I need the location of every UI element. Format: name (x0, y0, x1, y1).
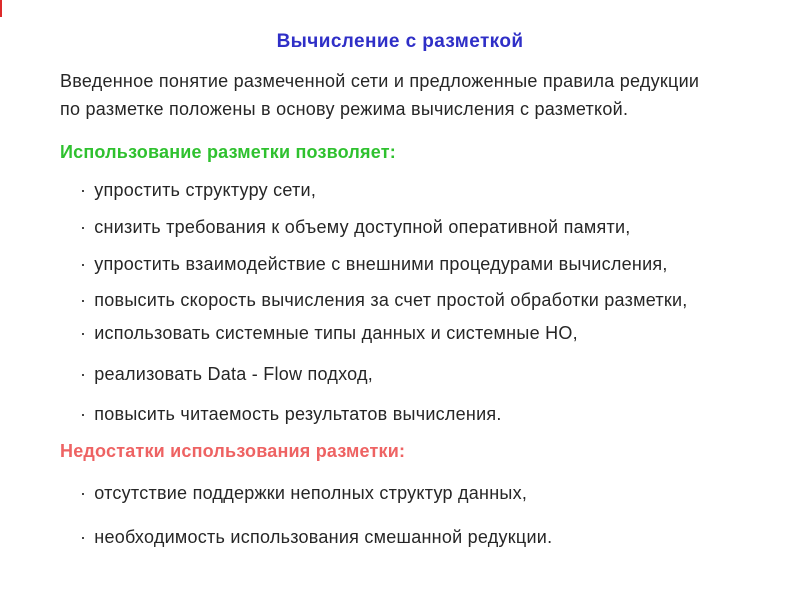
bullet-item (80, 364, 373, 385)
section-heading-drawbacks: Недостатки использования разметки: (60, 441, 406, 461)
section-heading-advantages: Использование разметки позволяет: (60, 142, 396, 162)
bullet-text: повысить читаемость результатов вычисления. (94, 404, 502, 424)
intro-paragraph (60, 68, 699, 123)
bullet-item (80, 180, 316, 201)
bullet-dot-icon: · (80, 180, 87, 200)
bullet-dot-icon: · (80, 527, 87, 547)
bullet-dot-icon: · (80, 290, 87, 310)
bullet-dot-icon: · (80, 483, 87, 503)
bullet-text: упростить структуру сети, (94, 180, 317, 200)
bullet-text: необходимость использования смешанной редукции. (94, 527, 553, 547)
bullet-text: реализовать Data - Flow подход, (94, 364, 374, 384)
bullet-text: снизить требования к объему доступной оперативной памяти, (94, 217, 631, 237)
intro-line: Введенное понятие размеченной сети и предложенные правила редукции (60, 71, 700, 91)
bullet-item (80, 483, 527, 504)
bullet-dot-icon: · (80, 404, 87, 424)
bullet-text: повысить скорость вычисления за счет простой обработки разметки, (94, 290, 688, 310)
bullet-item (80, 290, 688, 311)
red-edge-artifact (0, 0, 2, 17)
bullet-text: упростить взаимодействие с внешними процедурами вычисления, (94, 254, 668, 274)
bullet-dot-icon: · (80, 217, 87, 237)
bullet-item (80, 323, 578, 344)
bullet-text: отсутствие поддержки неполных структур данных, (94, 483, 528, 503)
bullet-item (80, 254, 668, 275)
bullet-text: использовать системные типы данных и системные НО, (94, 323, 578, 343)
bullet-item (80, 217, 631, 238)
bullet-item (80, 404, 502, 425)
bullet-dot-icon: · (80, 323, 87, 343)
bullet-item (80, 527, 552, 548)
page-title: Вычисление с разметкой (276, 31, 524, 52)
intro-line: по разметке положены в основу режима вычисления с разметкой. (60, 98, 629, 119)
bullet-dot-icon: · (80, 254, 87, 274)
bullet-dot-icon: · (80, 364, 87, 384)
